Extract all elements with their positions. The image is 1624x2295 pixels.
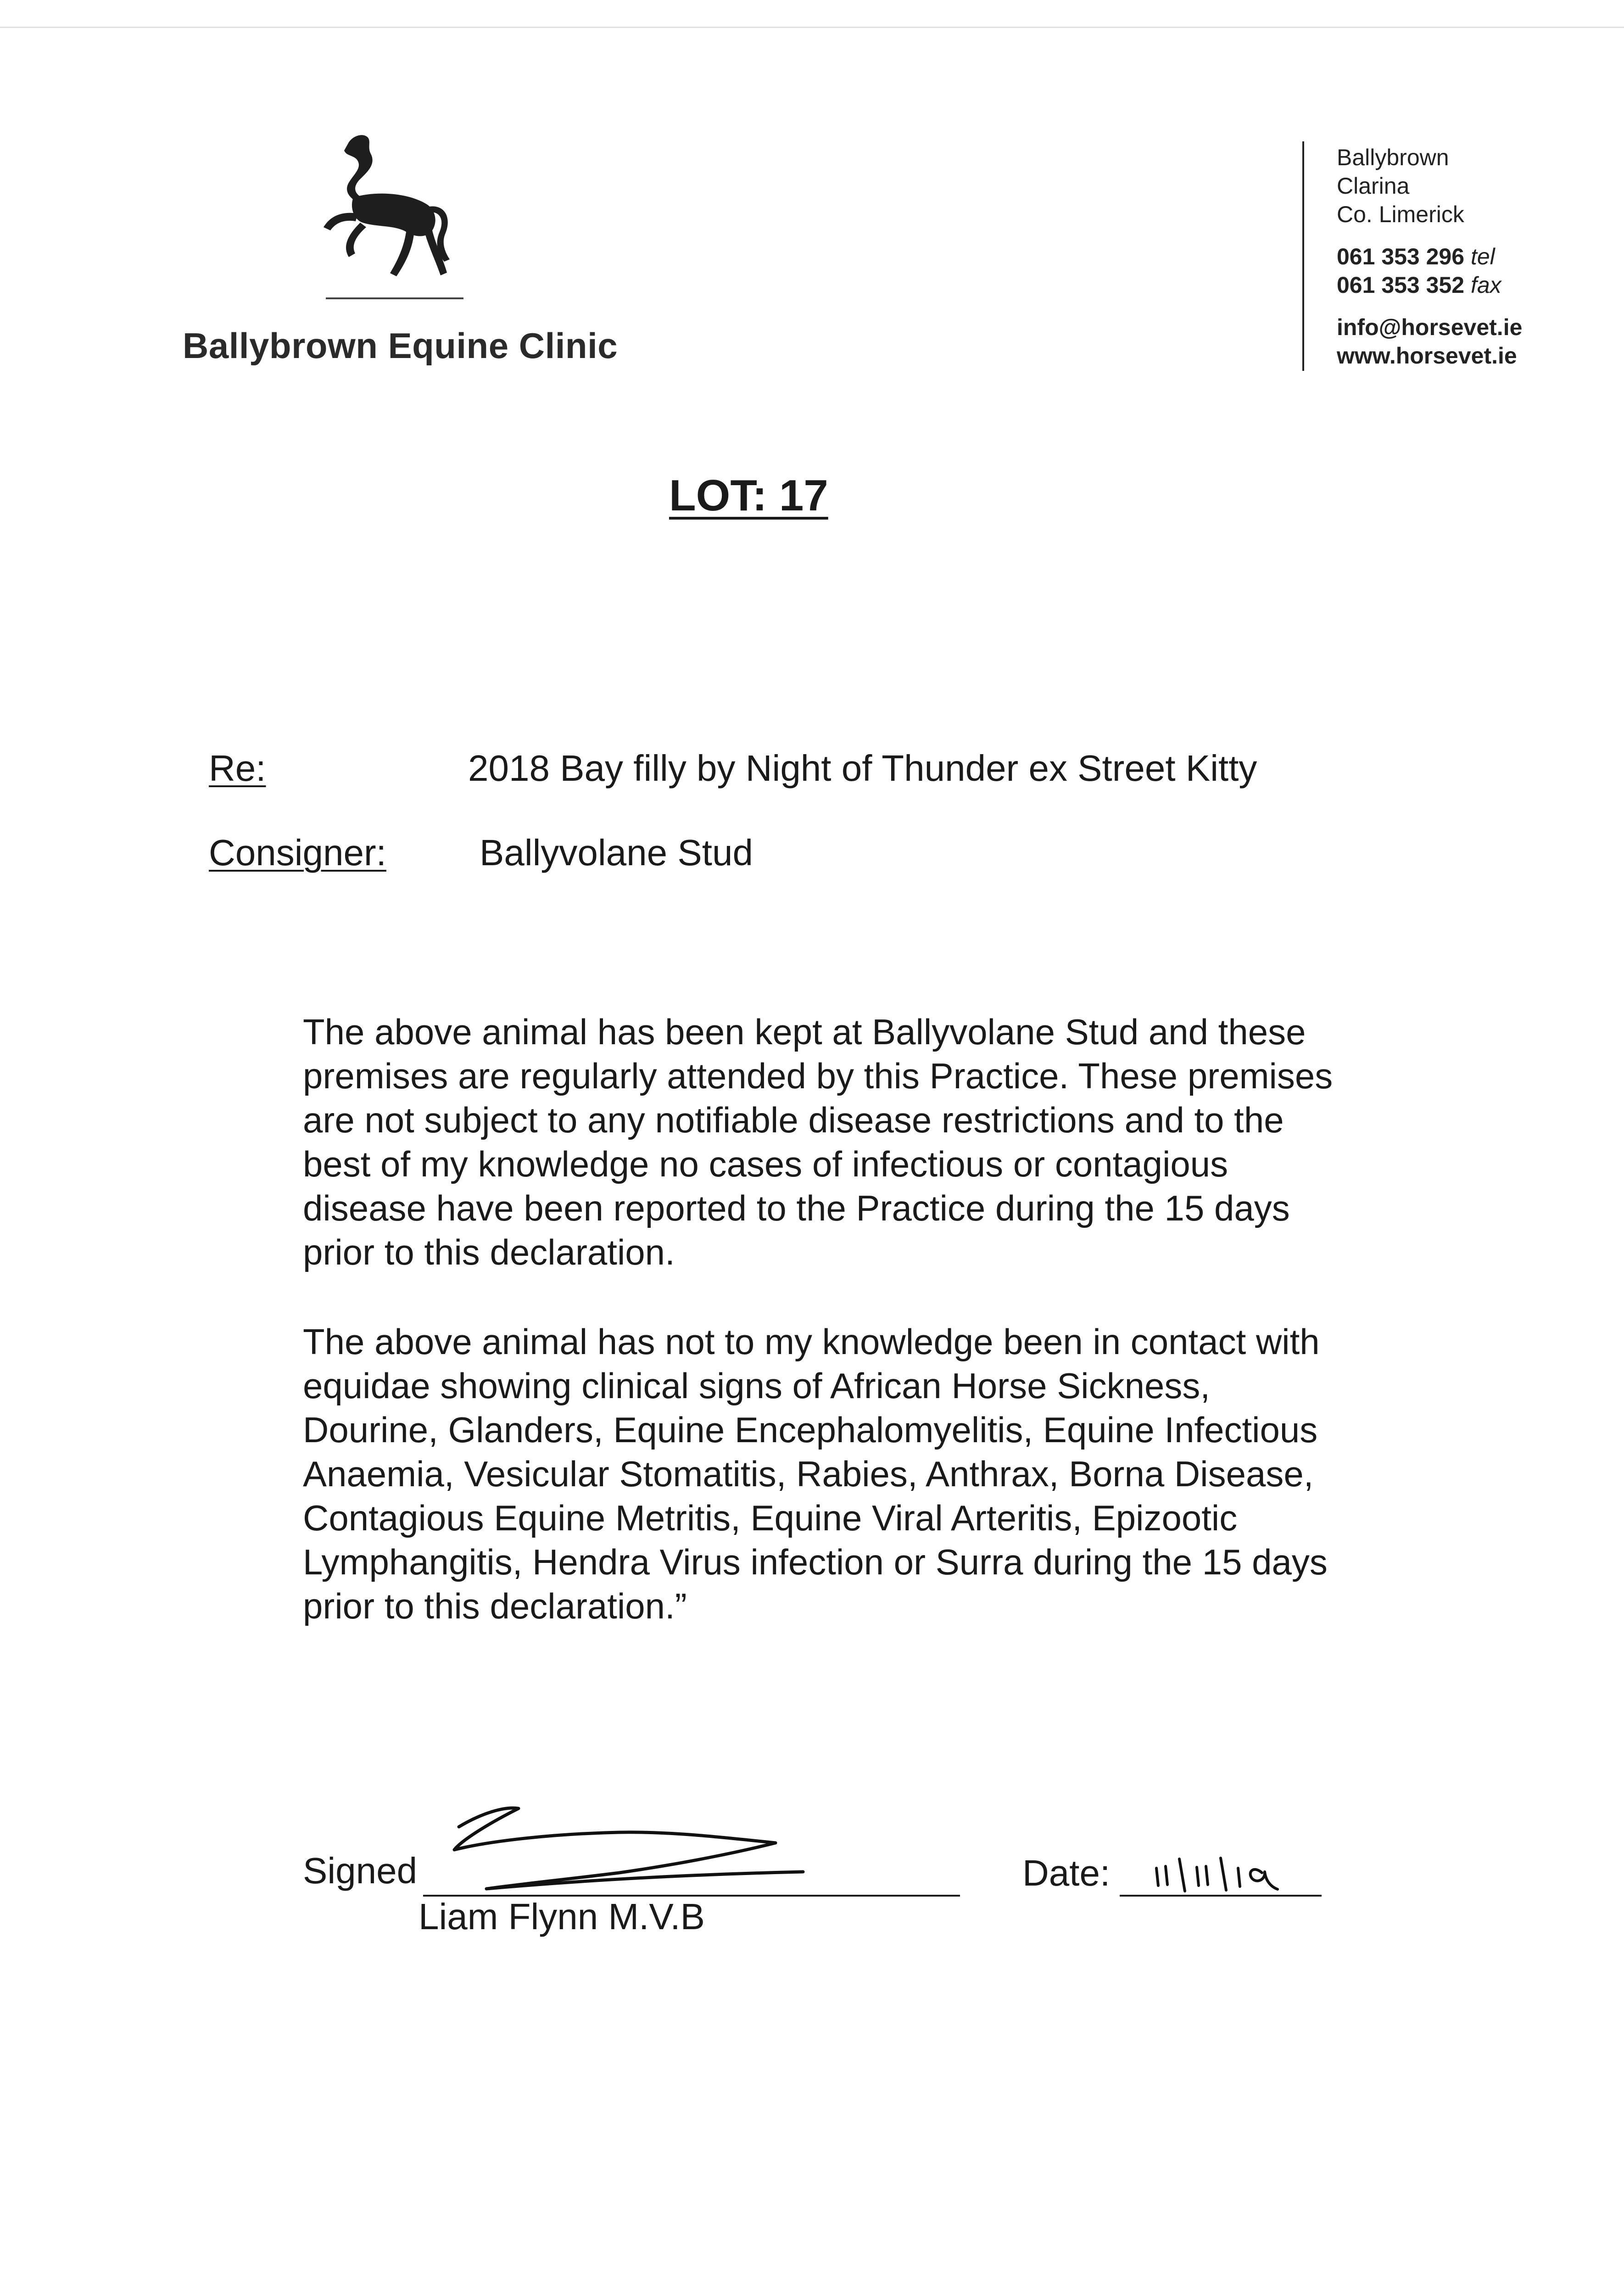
- consigner-label: Consigner:: [209, 832, 386, 873]
- date-label: Date:: [1022, 1853, 1111, 1893]
- clinic-name: Ballybrown Equine Clinic: [183, 325, 618, 366]
- consigner-value: Ballyvolane Stud: [480, 832, 753, 873]
- lot-heading: LOT: 17: [669, 471, 828, 520]
- fax-suffix: fax: [1470, 272, 1501, 298]
- scan-edge-line: [0, 27, 1624, 28]
- signed-label: Signed: [303, 1850, 418, 1891]
- re-label: Re:: [209, 748, 266, 789]
- address-line-1: Ballybrown: [1337, 145, 1449, 170]
- fax-line: [1337, 271, 1522, 299]
- address-line-3: Co. Limerick: [1337, 202, 1464, 227]
- address-line-2: Clarina: [1337, 173, 1410, 199]
- handwritten-date: [1147, 1850, 1322, 1893]
- phone-number: 061 353 296: [1337, 244, 1465, 269]
- prancing-horse-logo: [298, 129, 491, 312]
- handwritten-signature: [427, 1795, 886, 1905]
- website-link[interactable]: www.horsevet.ie: [1337, 343, 1517, 369]
- declaration-paragraph-1: The above animal has been kept at Ballyvolane Stud and these premises are regularly attended by this Practice. These premises are not subject to any notifiable disease restrictions and to the best of my knowledge no cases of infectious or contagious disease have been reported to the Practice during the 15 days prior to this declaration.: [303, 1012, 1333, 1272]
- re-value: 2018 Bay filly by Night of Thunder ex Street Kitty: [468, 748, 1257, 789]
- fax-number: 061 353 352: [1337, 272, 1465, 298]
- signer-name: Liam Flynn M.V.B: [419, 1896, 705, 1937]
- phone-line: [1337, 242, 1522, 271]
- phone-suffix: tel: [1470, 244, 1495, 269]
- date-line: [1120, 1895, 1322, 1897]
- contact-block: [1337, 143, 1522, 370]
- address-divider: [1302, 141, 1304, 371]
- declaration-paragraph-2: The above animal has not to my knowledge been in contact with equidae showing clinical signs of African Horse Sickness, Dourine, Glanders, Equine Encephalomyelitis, Equine Infectious Anaemia, Vesicular Stomatitis, Rabies, Anthrax, Borna Disease, Contagious Equine Metritis, Equine Viral Arteritis, Epizootic Lymphangitis, Hendra Virus infection or Surra during the 15 days prior to this declaration.”: [303, 1321, 1328, 1626]
- email-address[interactable]: info@horsevet.ie: [1337, 314, 1523, 340]
